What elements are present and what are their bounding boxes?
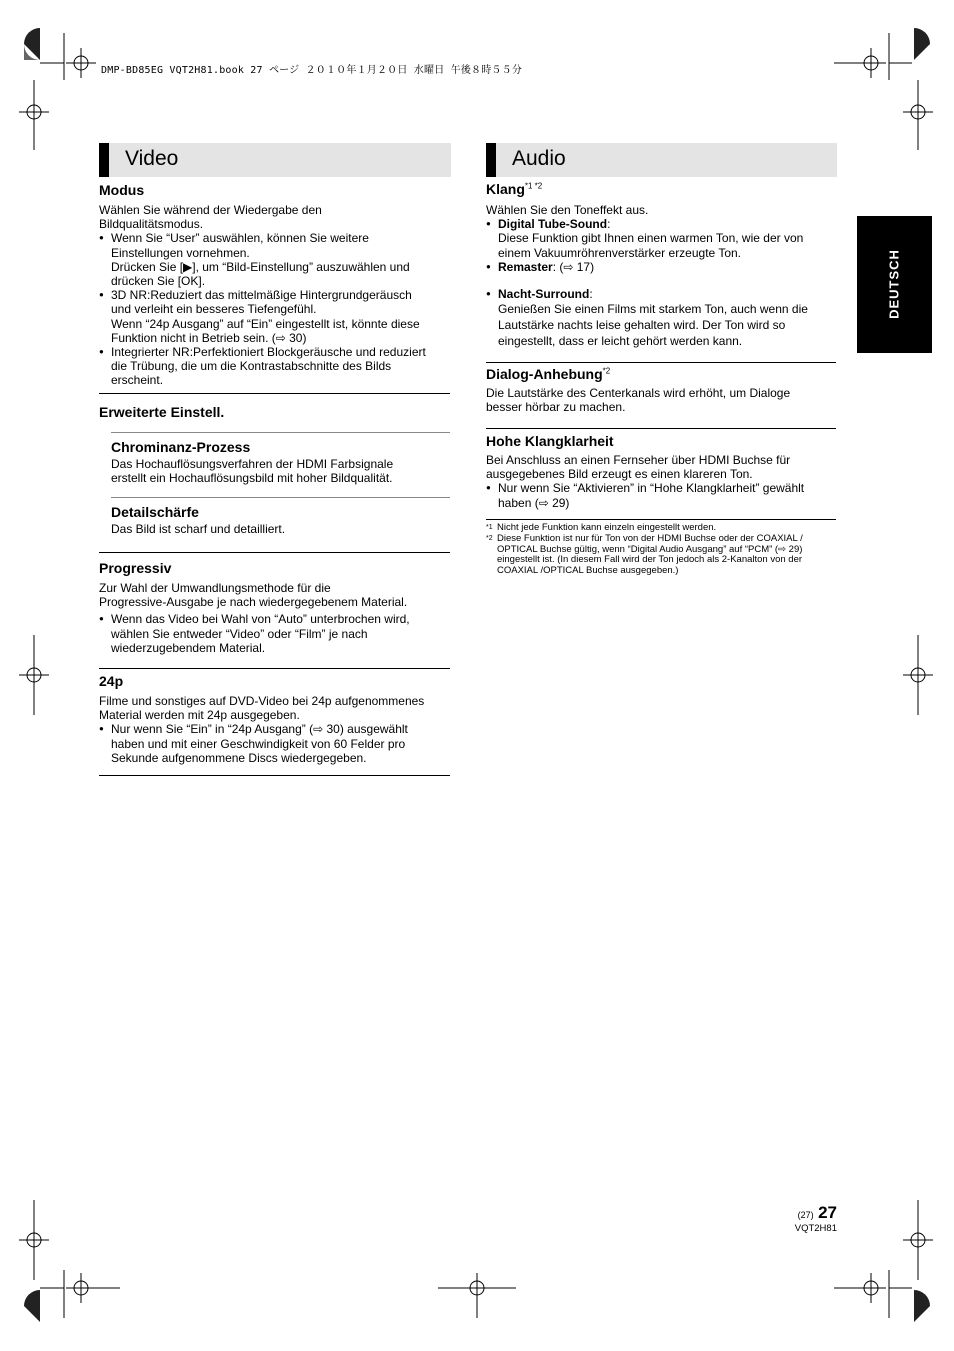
language-label: DEUTSCH (886, 249, 902, 319)
text-line: Bildqualitätsmodus. (99, 217, 204, 232)
detail-block (111, 504, 451, 536)
text-line: einem Vakuumröhrenverstärker erzeugte Ton. (498, 245, 742, 260)
heading-text: Klang (486, 181, 525, 197)
erweiterte-block (99, 404, 451, 420)
divider (486, 428, 836, 429)
progressiv-heading: Progressiv (99, 560, 172, 576)
text-line: ● Nur wenn Sie “Aktivieren” in “Hohe Klangklarheit” gewählt (498, 481, 805, 496)
footnote-mark: *2 (486, 534, 493, 542)
option-label: Nacht-Surround (498, 287, 590, 302)
text-line: ● 3D NR:Reduziert das mittelmäßige Hintergrundgeräusch (111, 288, 412, 303)
video-section-header (99, 143, 451, 177)
text-line: haben (⇨ 29) (498, 495, 570, 510)
divider (99, 393, 450, 394)
text-line: Lautstärke nachts leise gehalten wird. Der Ton wird so (498, 318, 786, 333)
heading-text: Dialog-Anhebung (486, 366, 603, 382)
audio-section-header (486, 143, 837, 177)
text-line: ● Integrierter NR:Perfektioniert Blockgeräusche und reduziert (111, 345, 426, 360)
page-ref: (27) (797, 1210, 814, 1220)
model-code: VQT2H81 (794, 1223, 837, 1234)
text-line: wählen Sie entweder “Video” oder “Film” je nach (111, 626, 368, 641)
dialog-heading (486, 366, 836, 382)
p24-heading: 24p (99, 673, 124, 689)
section-title: Video (125, 147, 179, 170)
bullet-item (486, 287, 836, 349)
footnote-ref: *2 (602, 366, 611, 376)
hohe-heading: Hohe Klangklarheit (486, 433, 614, 449)
modus-block (99, 182, 451, 388)
text-line: Bei Anschluss an einen Fernseher über HDMI Buchse für (486, 453, 791, 467)
option-label: Remaster (498, 259, 553, 274)
klang-block (486, 181, 836, 349)
text-line: drücken Sie [OK]. (111, 274, 206, 289)
text-line: Sekunde aufgenommene Discs wiedergegeben. (111, 750, 367, 765)
text-line: Das Bild ist scharf und detailliert. (111, 522, 286, 536)
detail-heading: Detailschärfe (111, 504, 199, 520)
text-line: haben und mit einer Geschwindigkeit von 60 Felder pro (111, 736, 406, 751)
bullet-item (486, 217, 836, 260)
bullet-item (99, 288, 451, 345)
text-span: : (589, 287, 593, 302)
text-line: Material werden mit 24p ausgegeben. (99, 708, 300, 723)
bullet-item (99, 231, 451, 288)
text-line: Genießen Sie einen Films mit starkem Ton, auch wenn die (498, 302, 808, 317)
footnotes (486, 523, 836, 577)
text-line: erstellt ein Hochauflösungsbild mit hoher Bildqualität. (111, 471, 393, 486)
text-line: Wählen Sie während der Wiedergabe den (99, 203, 322, 217)
divider (486, 362, 836, 363)
file-header: DMP-BD85EG VQT2H81.book 27 ページ ２０１０年１月２０日 水曜日 午後８時５５分 (101, 65, 523, 76)
text-line: Drücken Sie [▶], um “Bild-Einstellung” auszuwählen und (111, 259, 410, 274)
text-line: erscheint. (111, 373, 164, 388)
text-line: Wählen Sie den Toneffekt aus. (486, 203, 649, 217)
footnote-ref: *1 *2 (524, 181, 543, 191)
text-line: eingestellt, dass er leicht gehört werden kann. (498, 334, 743, 349)
text-span: : (607, 217, 611, 232)
bullet-item (486, 260, 836, 274)
p24-block (99, 673, 451, 765)
text-line: ● Wenn das Video bei Wahl von “Auto” unterbrochen wird, (111, 612, 410, 627)
text-line: ● Wenn Sie “User” auswählen, können Sie weitere (111, 231, 369, 246)
text-line: Zur Wahl der Umwandlungsmethode für die (99, 581, 331, 595)
text-line: Funktion nicht in Betrieb sein. (⇨ 30) (111, 330, 307, 345)
text-line: OPTICAL Buchse gültig, wenn “Digital Audio Ausgang” auf “PCM” (⇨ 29) (497, 543, 803, 555)
text-line: Die Lautstärke des Centerkanals wird erhöht, um Dialoge (486, 386, 791, 400)
footnote (486, 534, 836, 577)
section-title: Audio (512, 147, 566, 170)
text-line: Einstellungen vornehmen. (111, 245, 250, 260)
bullet-item (486, 481, 836, 509)
bullet-item (99, 722, 451, 765)
divider (111, 432, 450, 433)
chrominanz-heading: Chrominanz-Prozess (111, 439, 251, 455)
section-marker (486, 143, 496, 177)
chrominanz-block (111, 439, 451, 485)
text-line: besser hörbar zu machen. (486, 400, 626, 415)
text-line: Diese Funktion ist nur für Ton von der HDMI Buchse oder der COAXIAL / (497, 532, 803, 544)
section-marker (99, 143, 109, 177)
bullet-item (99, 345, 451, 388)
text-line: wiederzugebendem Material. (111, 640, 266, 655)
text-line: Das Hochauflösungsverfahren der HDMI Farbsignale (111, 457, 394, 471)
text-line: Nicht jede Funktion kann einzeln eingestellt werden. (497, 522, 717, 533)
divider (111, 497, 450, 498)
page-number: 27 (818, 1203, 837, 1222)
text-span: : (⇨ 17) (552, 259, 595, 274)
text-line: COAXIAL /OPTICAL Buchse ausgegeben.) (497, 565, 679, 577)
bullet-item (99, 612, 451, 655)
divider (486, 519, 836, 520)
erweiterte-heading: Erweiterte Einstell. (99, 404, 225, 420)
option-label: Digital Tube-Sound (498, 217, 608, 232)
progressiv-block (99, 560, 451, 655)
divider (99, 552, 450, 553)
page-footer (793, 1203, 837, 1234)
hohe-block (486, 433, 836, 510)
text-line: Diese Funktion gibt Ihnen einen warmen Ton, wie der von (498, 231, 804, 246)
text-line: Filme und sonstiges auf DVD-Video bei 24p aufgenommenes (99, 694, 425, 708)
divider (99, 668, 450, 669)
text-line: Wenn “24p Ausgang” auf “Ein” eingestellt ist, könnte diese (111, 316, 420, 331)
language-tab (857, 216, 932, 353)
footnote-mark: *1 (486, 524, 493, 531)
modus-heading: Modus (99, 182, 145, 198)
dialog-block (486, 366, 836, 414)
text-line: ● Nur wenn Sie “Ein” in “24p Ausgang” (⇨ 30) ausgewählt (111, 722, 408, 737)
text-line: Progressive-Ausgabe je nach wiedergegebenem Material. (99, 595, 408, 610)
text-line: eingestellt ist. (In diesem Fall wird der Ton jedoch als 2-Kanalton von der (497, 554, 803, 566)
text-line: und verleiht ein besseres Tiefengefühl. (111, 302, 317, 317)
text-line: ausgegebenes Bild erzeugt es einen klareren Ton. (486, 467, 753, 482)
klang-heading (486, 181, 836, 197)
text-line: die Trübung, die um die Kontrastabschnitte des Bilds (111, 359, 392, 374)
divider (99, 775, 450, 776)
